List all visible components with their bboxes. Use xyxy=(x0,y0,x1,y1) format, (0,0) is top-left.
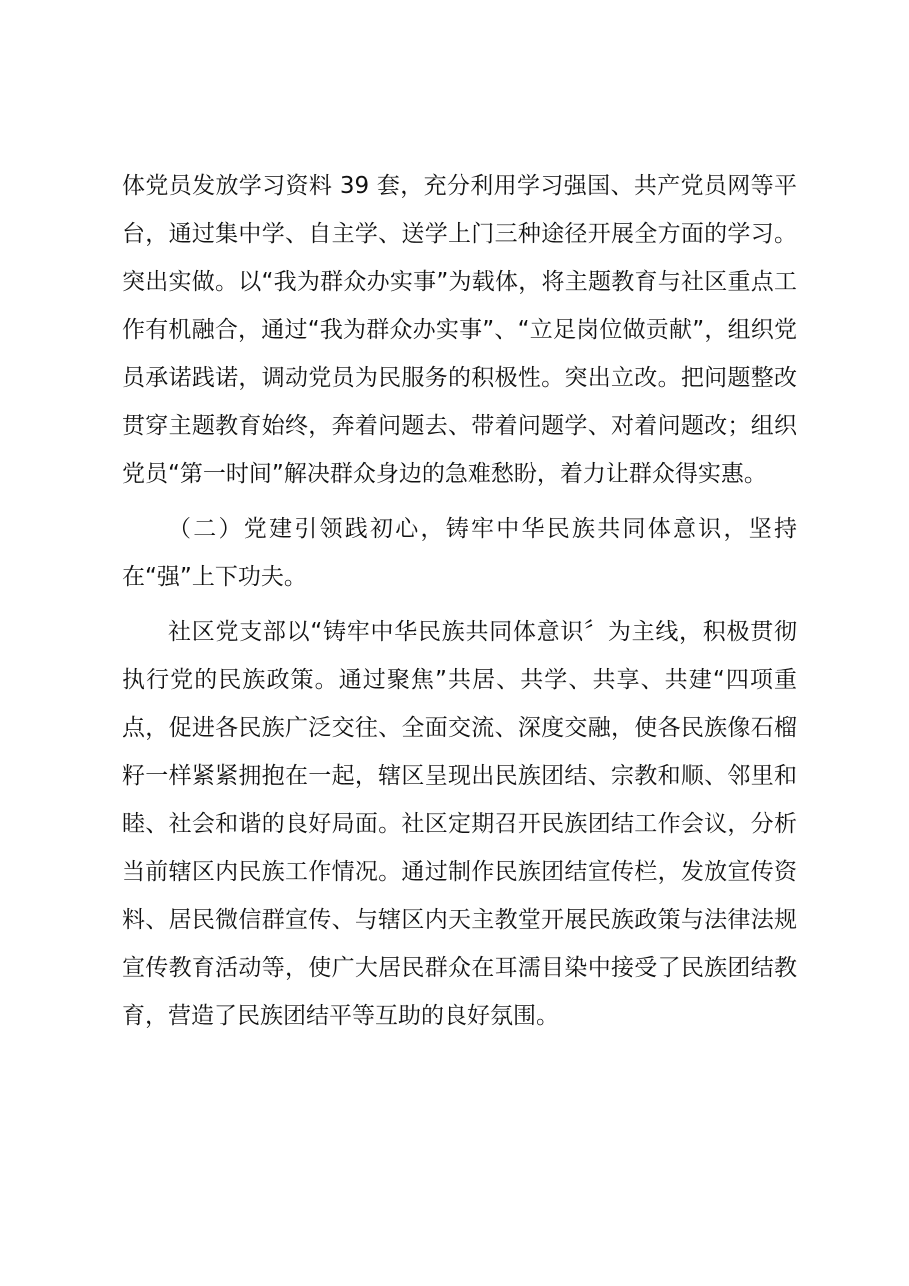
paragraph-body: 社区党支部以“铸牢中华民族共同体意识〞为主线，积极贯彻执行党的民族政策。通过聚焦”共居、共学、共享、共建“四项重点，促进各民族广泛交往、全面交流、深度交融，使各民族像石榴籽一样紧紧拥抱在一起，辖区呈现出民族团结、宗教和顺、邻里和睦、社会和谐的良好局面。社区定期召开民族团结工作会议，分析当前辖区内民族工作情况。通过制作民族团结宣传栏，发放宣传资料、居民微信群宣传、与辖区内天主教堂开展民族政策与法律法规宣传教育活动等，使广大居民群众在耳濡目染中接受了民族团结教育，营造了民族团结平等互助的良好氛围。 xyxy=(122,619,797,1029)
section-heading: （二）党建引领践初心，铸牢中华民族共同体意识，坚持在“强”上下功夫。 xyxy=(122,516,797,590)
document-body xyxy=(122,162,797,1047)
paragraph-continuation: 体党员发放学习资料 39 套，充分利用学习强国、共产党员网等平台，通过集中学、自主学、送学上门三种途径开展全方面的学习。突出实做。以“我为群众办实事”为载体，将主题教育与社区重点工作有机融合，通过“我为群众办实事”、“立足岗位做贡献”，组织党员承诺践诺，调动党员为民服务的积极性。突出立改。把问题整改贯穿主题教育始终，奔着问题去、带着问题学、对着问题改；组织党员“第一时间”解决群众身边的急难愁盼，着力让群众得实惠。 xyxy=(122,173,797,487)
